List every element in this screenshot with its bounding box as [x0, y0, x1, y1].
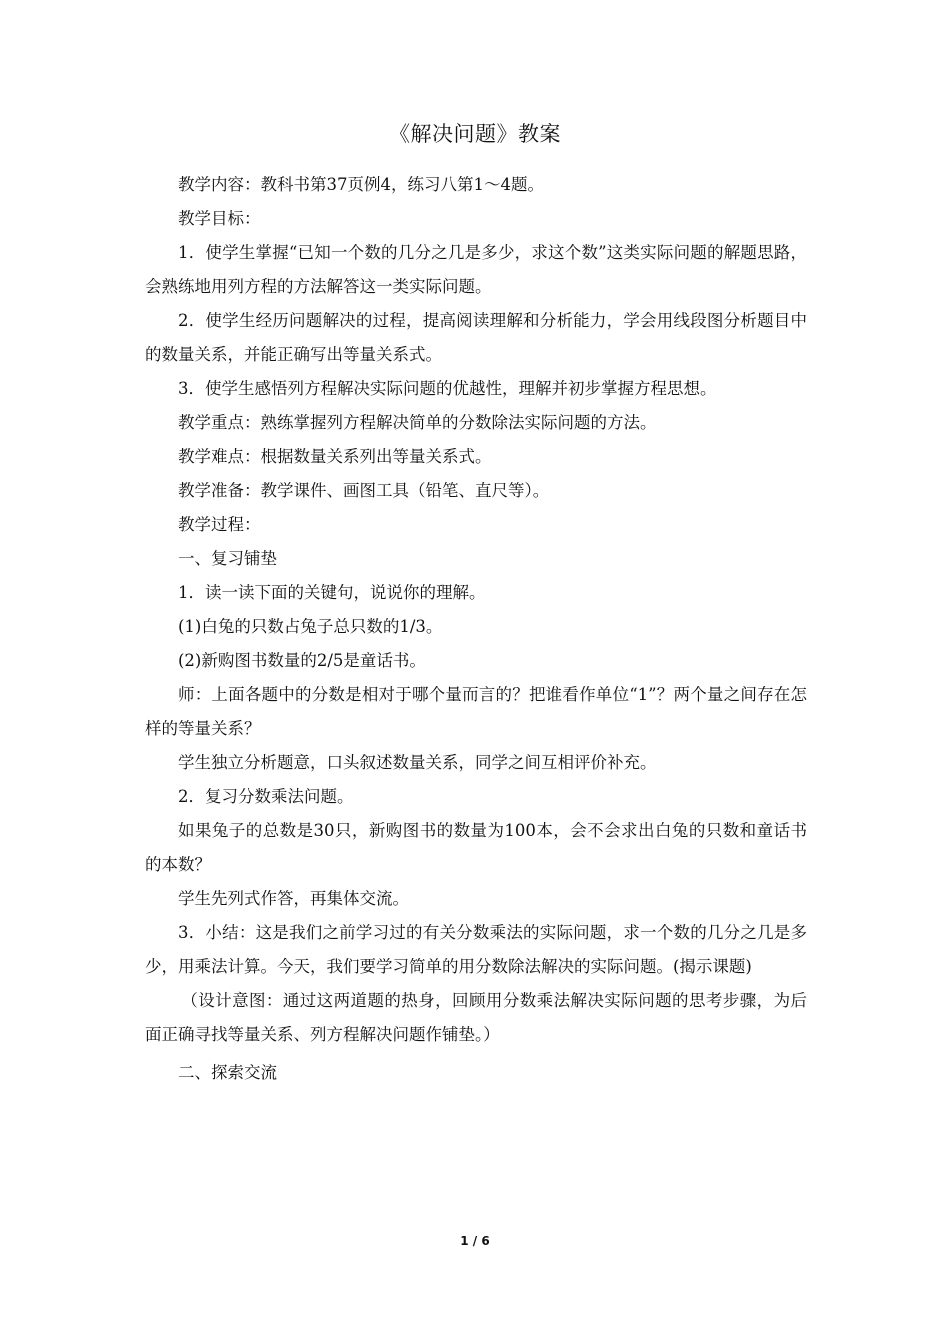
paragraph-design-intent: （设计意图：通过这两道题的热身，回顾用分数乘法解决实际问题的思考步骤，为后面正确寻找等量关系、列方程解决问题作铺垫。） [145, 991, 807, 1044]
paragraph-goal-3: 3．使学生感悟列方程解决实际问题的优越性，理解并初步掌握方程思想。 [178, 379, 717, 398]
page-number: 1 / 6 [460, 1234, 490, 1248]
section-heading-explore: 二、探索交流 [178, 1063, 277, 1082]
paragraph-difficulty: 教学难点：根据数量关系列出等量关系式。 [178, 447, 492, 466]
document-title: 《解决问题》教案 [389, 122, 561, 146]
paragraph-process-heading: 教学过程： [178, 515, 261, 534]
section-heading-review: 一、复习铺垫 [178, 549, 277, 568]
paragraph-teacher-question: 师：上面各题中的分数是相对于哪个量而言的？把谁看作单位“1”？两个量之间存在怎样的等量关系？ [145, 685, 807, 738]
paragraph-goal-1: 1．使学生掌握“已知一个数的几分之几是多少，求这个数”这类实际问题的解题思路，会熟练地用列方程的方法解答这一类实际问题。 [145, 243, 807, 296]
paragraph-goal-2: 2．使学生经历问题解决的过程，提高阅读理解和分析能力，学会用线段图分析题目中的数量关系，并能正确写出等量关系式。 [145, 311, 807, 364]
paragraph-review-2: 2．复习分数乘法问题。 [178, 787, 354, 806]
document-body [145, 168, 807, 1090]
paragraph-teaching-goals-heading: 教学目标： [178, 209, 261, 228]
paragraph-preparation: 教学准备：教学课件、画图工具（铅笔、直尺等）。 [178, 481, 550, 500]
paragraph-key-point: 教学重点：熟练掌握列方程解决简单的分数除法实际问题的方法。 [178, 413, 657, 432]
paragraph-summary: 3．小结：这是我们之前学习过的有关分数乘法的实际问题，求一个数的几分之几是多少，用乘法计算。今天，我们要学习简单的用分数除法解决的实际问题。(揭示课题) [145, 923, 807, 976]
paragraph-teaching-content: 教学内容：教科书第37页例4，练习八第1～4题。 [178, 175, 544, 194]
paragraph-review-1-b: (2)新购图书数量的2/5是童话书。 [178, 651, 426, 670]
paragraph-review-1: 1．读一读下面的关键句，说说你的理解。 [178, 583, 486, 602]
paragraph-review-2-question: 如果兔子的总数是30只，新购图书的数量为100本，会不会求出白兔的只数和童话书的本数？ [145, 821, 807, 874]
paragraph-student-analysis: 学生独立分析题意，口头叙述数量关系，同学之间互相评价补充。 [178, 753, 657, 772]
paragraph-review-1-a: (1)白兔的只数占兔子总只数的1/3。 [178, 617, 443, 636]
paragraph-student-answer: 学生先列式作答，再集体交流。 [178, 889, 409, 908]
